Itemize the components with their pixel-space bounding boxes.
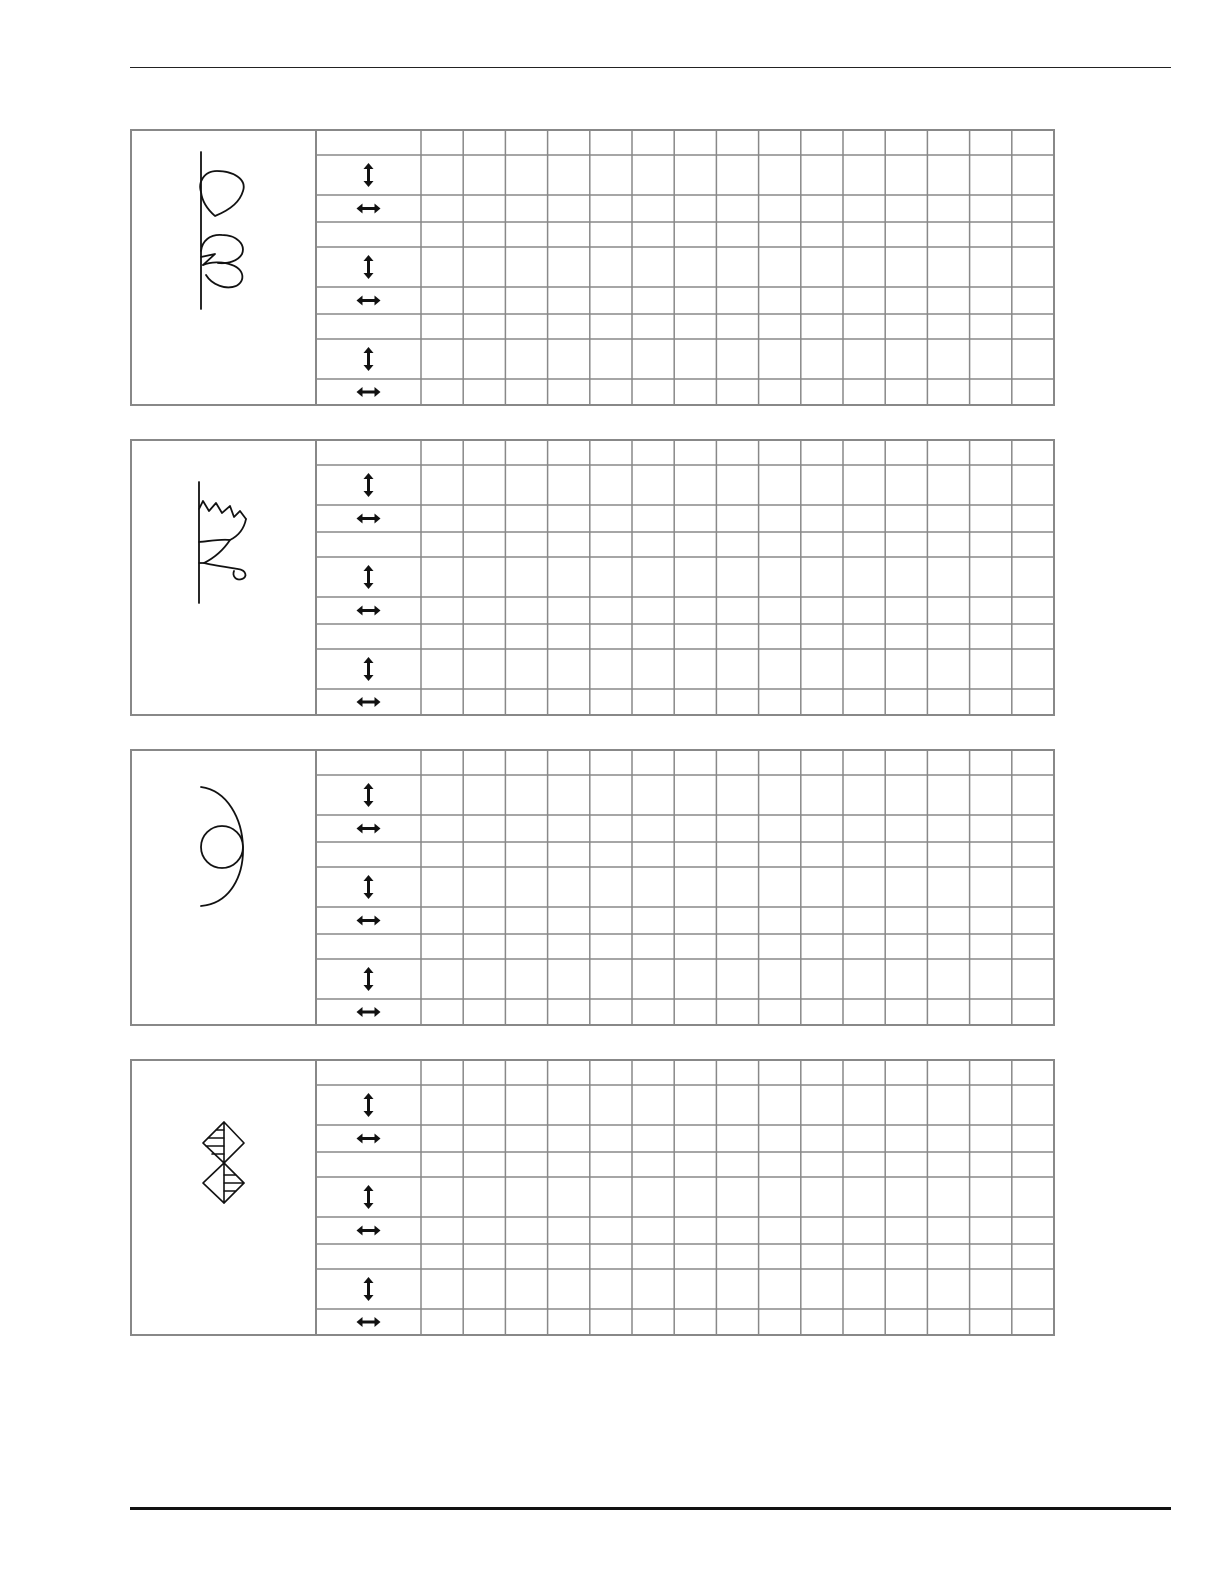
grid-lines bbox=[131, 1060, 1054, 1335]
heart-stitch-pattern-icon bbox=[200, 152, 243, 309]
row-icons bbox=[357, 1093, 381, 1327]
row-icons bbox=[357, 473, 381, 707]
vertical-double-arrow-icon bbox=[364, 347, 374, 371]
vertical-double-arrow-icon bbox=[364, 255, 374, 279]
horizontal-double-arrow-icon bbox=[357, 387, 381, 397]
vertical-double-arrow-icon bbox=[364, 473, 374, 497]
table-frame bbox=[131, 1060, 1054, 1335]
vertical-double-arrow-icon bbox=[364, 783, 374, 807]
vertical-double-arrow-icon bbox=[364, 1277, 374, 1301]
stitch-grid bbox=[130, 439, 1065, 717]
table-frame bbox=[131, 750, 1054, 1025]
vertical-double-arrow-icon bbox=[364, 565, 374, 589]
vertical-double-arrow-icon bbox=[364, 967, 374, 991]
stitch-table-diamond bbox=[130, 1059, 1065, 1337]
stitch-grid bbox=[130, 129, 1065, 407]
horizontal-double-arrow-icon bbox=[357, 1007, 381, 1017]
grid-lines bbox=[131, 750, 1054, 1025]
stitch-table-heart bbox=[130, 129, 1065, 407]
horizontal-double-arrow-icon bbox=[357, 1134, 381, 1144]
vertical-double-arrow-icon bbox=[364, 875, 374, 899]
horizontal-double-arrow-icon bbox=[357, 606, 381, 616]
horizontal-double-arrow-icon bbox=[357, 1317, 381, 1327]
vertical-double-arrow-icon bbox=[364, 657, 374, 681]
vertical-double-arrow-icon bbox=[364, 1093, 374, 1117]
horizontal-double-arrow-icon bbox=[357, 697, 381, 707]
circle-stitch-pattern-icon bbox=[201, 787, 243, 906]
diamond-stitch-pattern-icon bbox=[203, 1122, 244, 1203]
stitch-table-cat bbox=[130, 439, 1065, 717]
row-icons bbox=[357, 163, 381, 397]
table-frame bbox=[131, 130, 1054, 405]
horizontal-double-arrow-icon bbox=[357, 916, 381, 926]
table-frame bbox=[131, 440, 1054, 715]
vertical-double-arrow-icon bbox=[364, 163, 374, 187]
grid-lines bbox=[131, 130, 1054, 405]
horizontal-double-arrow-icon bbox=[357, 296, 381, 306]
horizontal-double-arrow-icon bbox=[357, 514, 381, 524]
row-icons bbox=[357, 783, 381, 1017]
stitch-grid bbox=[130, 1059, 1065, 1337]
stitch-grid bbox=[130, 749, 1065, 1027]
top-rule bbox=[130, 67, 1171, 68]
vertical-double-arrow-icon bbox=[364, 1185, 374, 1209]
horizontal-double-arrow-icon bbox=[357, 1226, 381, 1236]
grid-lines bbox=[131, 440, 1054, 715]
horizontal-double-arrow-icon bbox=[357, 204, 381, 214]
stitch-table-circle bbox=[130, 749, 1065, 1027]
cat-stitch-pattern-icon bbox=[199, 482, 246, 603]
bottom-rule bbox=[130, 1507, 1171, 1510]
horizontal-double-arrow-icon bbox=[357, 824, 381, 834]
